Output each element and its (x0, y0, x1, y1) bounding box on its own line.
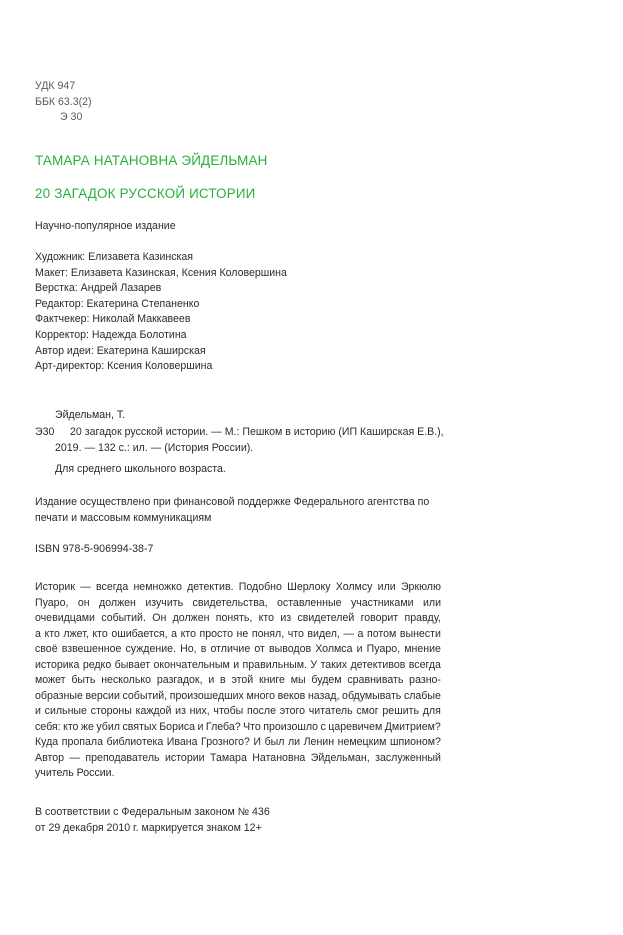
annotation-line: и сильные стороны каждой из них, чтобы после этого читатель смог решить для (35, 705, 441, 717)
credit-factchecker: Фактчекер: Николай Маккавеев (35, 313, 191, 326)
annotation-line: Пуаро, он должен изучить свидетельства, оставленные участниками или (35, 596, 441, 609)
credit-artist: Художник: Елизавета Казинская (35, 251, 194, 263)
credit-art-director: Арт-директор: Ксения Коловершина (35, 360, 213, 373)
card-mark: Э30 (35, 426, 55, 438)
annotation (35, 580, 441, 782)
udk-code: УДК 947 (35, 80, 76, 92)
annotation-line: Историк — всегда немножко детектив. Подобно Шерлоку Холмсу или Эркюлю (35, 581, 441, 593)
classification-block (35, 79, 92, 126)
annotation-line: образные версии событий, произошедших много веков назад, обдумывать слабые (35, 689, 441, 702)
credits-list (35, 250, 287, 375)
annotation-line: Автор — преподаватель истории Тамара Натановна Эйдельман, заслуженный (35, 751, 441, 764)
law-notice-line-1: В соответствии с Федеральным законом № 436 (35, 806, 270, 818)
card-description-2: 2019. — 132 с.: ил. — (История России). (55, 442, 254, 454)
annotation-line: учитель России. (35, 767, 115, 779)
bbk-code: ББК 63.3(2) (35, 95, 92, 108)
credit-proofreader: Корректор: Надежда Болотина (35, 328, 187, 341)
edition-type: Научно-популярное издание (35, 220, 176, 232)
annotation-line: себя: кто же убил святых Бориса и Глеба? Что произошло с царевичем Дмитрием? (35, 720, 441, 733)
isbn: ISBN 978-5-906994-38-7 (35, 543, 154, 555)
credit-typesetting: Верстка: Андрей Лазарев (35, 282, 162, 295)
annotation-line: очевидцами событий. Он должен понять, кто из свидетелей говорит правду, (35, 612, 441, 624)
author-mark: Э 30 (60, 111, 83, 123)
credit-idea-author: Автор идеи: Екатерина Каширская (35, 344, 206, 357)
card-audience: Для среднего школьного возраста. (55, 463, 226, 475)
card-author-heading: Эйдельман, Т. (55, 409, 126, 421)
annotation-line: может быть несколько разгадок, и в этой книге мы будем сравнивать разно- (35, 674, 441, 686)
annotation-line: историка редко бывает окончательным и правильным. У таких детективов всегда (35, 658, 441, 671)
annotation-line: а кто лжет, кто ошибается, а кто просто не понял, что видел, — а потом вынести (35, 627, 441, 640)
author-name: ТАМАРА НАТАНОВНА ЭЙДЕЛЬМАН (35, 153, 268, 168)
credit-editor: Редактор: Екатерина Степаненко (35, 297, 200, 310)
law-notice-line-2: от 29 декабря 2010 г. маркируется знаком 12+ (35, 822, 262, 834)
card-description-1: 20 загадок русской истории. — М.: Пешком в историю (ИП Каширская Е.В.), (70, 426, 444, 438)
annotation-line: своё взвешенное суждение. Но, в отличие от выводов Холмса и Пуаро, мнение (35, 643, 441, 655)
annotation-line: Куда пропала библиотека Ивана Грозного? И был ли Ленин немецким шпионом? (35, 736, 441, 748)
credit-layout: Макет: Елизавета Казинская, Ксения Коловершина (35, 266, 287, 279)
funding-line-1: Издание осуществлено при финансовой поддержке Федерального агентства по (35, 496, 430, 508)
funding-line-2: печати и массовым коммуникациям (35, 512, 212, 524)
book-title: 20 ЗАГАДОК РУССКОЙ ИСТОРИИ (35, 186, 256, 201)
